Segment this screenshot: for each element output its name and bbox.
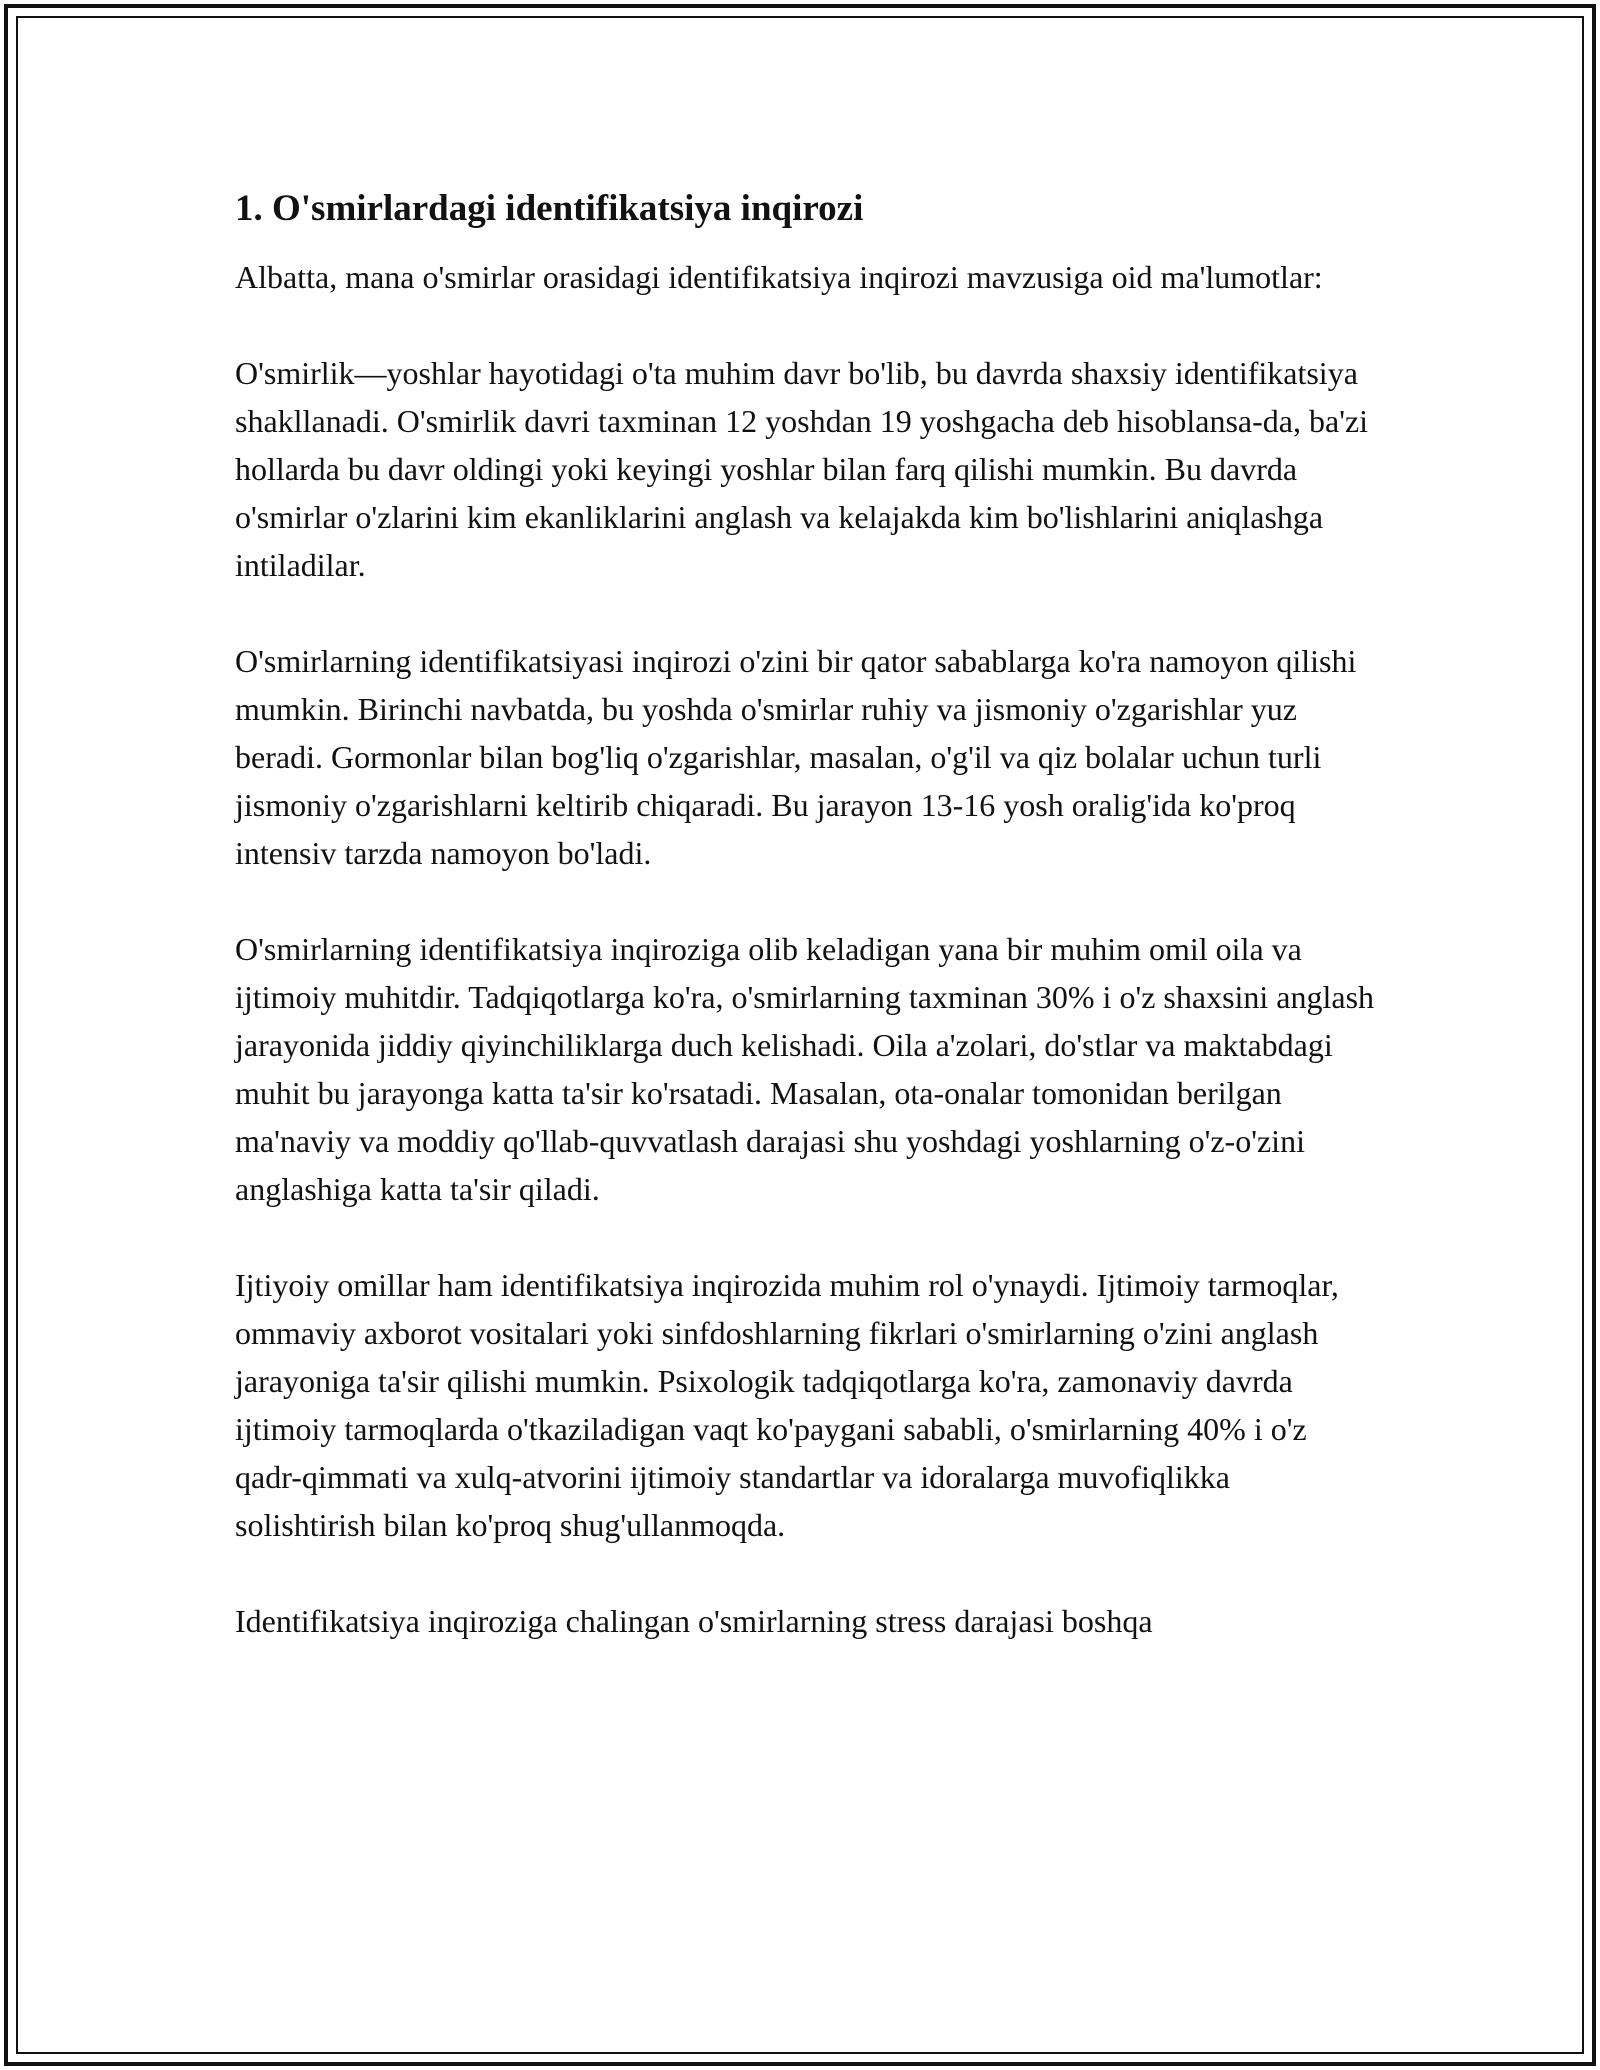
paragraph-family-environment: O'smirlarning identifikatsiya inqiroziga olib keladigan yana bir muhim omil oila va ijtimoiy muhitdir. Tadqiqotlarga ko'ra, o'smirlarning taxminan 30% i o'z shaxsini anglash jarayonida jiddiy qiyinchiliklarga duch kelishadi. Oila a'zolari, do'stlar va maktabdagi muhit bu jarayonga katta ta'sir ko'rsatadi. Masalan, ota-onalar tomonidan berilgan ma'naviy va moddiy qo'llab-quvvatlash darajasi shu yoshdagi yoshlarning o'z-o'zini anglashiga katta ta'sir qiladi. (235, 931, 1375, 1207)
paragraph-stress: Identifikatsiya inqiroziga chalingan o'smirlarning stress darajasi boshqa (235, 1603, 1153, 1639)
section-heading: 1. O'smirlardagi identifikatsiya inqirozi (235, 188, 864, 229)
paragraph-intro: Albatta, mana o'smirlar orasidagi identifikatsiya inqirozi mavzusiga oid ma'lumotlar: (235, 259, 1323, 295)
paragraph-causes: O'smirlarning identifikatsiyasi inqirozi o'zini bir qator sabablarga ko'ra namoyon qilishi mumkin. Birinchi navbatda, bu yoshda o'smirlar ruhiy va jismoniy o'zgarishlar yuz beradi. Gormonlar bilan bog'liq o'zgarishlar, masalan, o'g'il va qiz bolalar uchun turli jismoniy o'zgarishlarni keltirib chiqaradi. Bu jarayon 13-16 yosh oralig'ida ko'proq intensiv tarzda namoyon bo'ladi. (235, 643, 1357, 871)
paragraph-adolescence-period: O'smirlik—yoshlar hayotidagi o'ta muhim davr bo'lib, bu davrda shaxsiy identifikatsiya shakllanadi. O'smirlik davri taxminan 12 yoshdan 19 yoshgacha deb hisoblansa-da, ba'zi hollarda bu davr oldingi yoki keyingi yoshlar bilan farq qilishi mumkin. Bu davrda o'smirlar o'zlarini kim ekanliklarini anglash va kelajakda kim bo'lishlarini aniqlashga intiladilar. (235, 355, 1369, 583)
paragraph-social-factors: Ijtiyoiy omillar ham identifikatsiya inqirozida muhim rol o'ynaydi. Ijtimoiy tarmoqlar, ommaviy axborot vositalari yoki sinfdoshlarning fikrlari o'smirlarning o'zini anglash jarayoniga ta'sir qilishi mumkin. Psixologik tadqiqotlarga ko'ra, zamonaviy davrda ijtimoiy tarmoqlarda o'tkaziladigan vaqt ko'paygani sababli, o'smirlarning 40% i o'z qadr-qimmati va xulq-atvorini ijtimoiy standartlar va idoralarga muvofiqlikka solishtirish bilan ko'proq shug'ullanmoqda. (235, 1267, 1339, 1543)
document-body (235, 185, 1375, 1645)
